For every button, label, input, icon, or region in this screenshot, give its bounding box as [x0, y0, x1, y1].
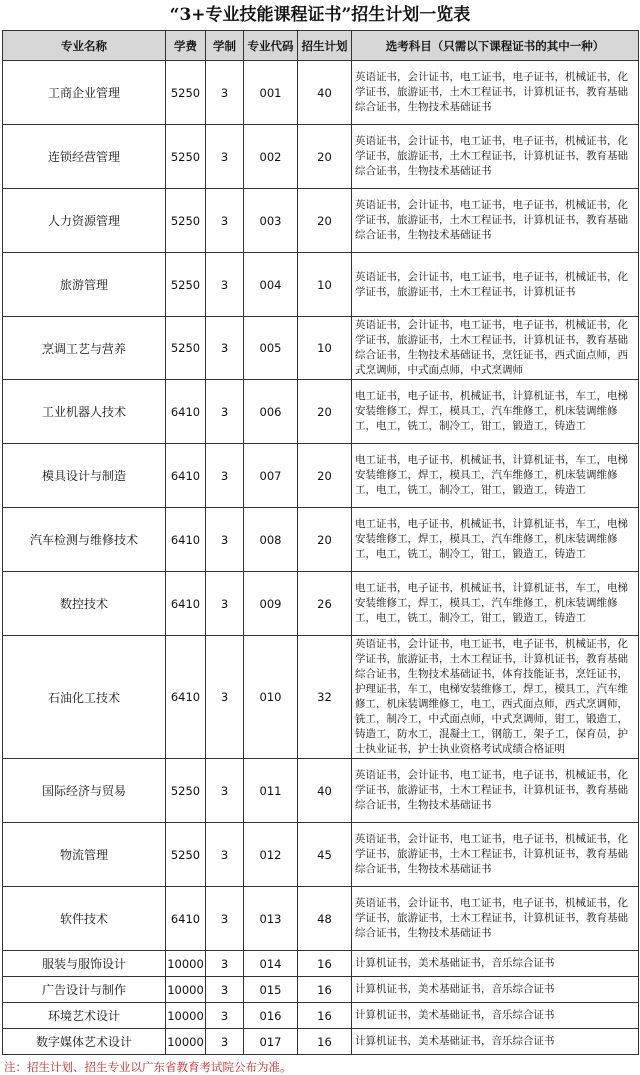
header-code: 专业代码	[244, 31, 298, 61]
table-row	[3, 317, 639, 380]
cell-name: 连锁经营管理	[3, 125, 166, 189]
cell-code: 003	[244, 189, 298, 253]
cell-fee: 5250	[166, 61, 206, 125]
cell-code: 001	[244, 61, 298, 125]
header-years: 学制	[206, 31, 244, 61]
table-row	[3, 887, 639, 951]
cell-code: 009	[244, 572, 298, 636]
cell-name: 工商企业管理	[3, 61, 166, 125]
table-row	[3, 759, 639, 823]
cell-code: 011	[244, 759, 298, 823]
cell-fee: 10000	[166, 951, 206, 977]
cell-years: 3	[206, 823, 244, 887]
cell-subjects: 电工证书，电子证书，机械证书，计算机证书，车工，电梯安装维修工，焊工，模具工，汽车维修工，机床装调维修工，电工，铣工，制冷工，钳工，锻造工，铸造工	[352, 444, 639, 508]
cell-subjects: 英语证书，会计证书，电工证书，电子证书，机械证书，化学证书，旅游证书，土木工程证书，计算机证书，教育基础综合证书，生物技术基础证书	[352, 61, 639, 125]
table-row	[3, 444, 639, 508]
cell-quota: 20	[298, 380, 352, 444]
cell-fee: 5250	[166, 759, 206, 823]
cell-name: 汽车检测与维修技术	[3, 508, 166, 572]
cell-code: 008	[244, 508, 298, 572]
cell-name: 数控技术	[3, 572, 166, 636]
cell-code: 016	[244, 1003, 298, 1029]
cell-years: 3	[206, 1029, 244, 1055]
cell-code: 013	[244, 887, 298, 951]
cell-code: 017	[244, 1029, 298, 1055]
cell-code: 010	[244, 636, 298, 759]
table-row	[3, 1029, 639, 1055]
cell-subjects: 计算机证书，美术基础证书，音乐综合证书	[352, 1003, 639, 1029]
cell-years: 3	[206, 253, 244, 317]
cell-quota: 16	[298, 951, 352, 977]
table-row	[3, 61, 639, 125]
cell-quota: 32	[298, 636, 352, 759]
cell-years: 3	[206, 951, 244, 977]
table-row	[3, 951, 639, 977]
cell-quota: 16	[298, 977, 352, 1003]
cell-fee: 6410	[166, 508, 206, 572]
cell-fee: 5250	[166, 317, 206, 380]
cell-fee: 6410	[166, 572, 206, 636]
cell-quota: 20	[298, 508, 352, 572]
cell-code: 012	[244, 823, 298, 887]
cell-subjects: 英语证书，会计证书，电工证书，电子证书，机械证书，化学证书，旅游证书，土木工程证书，计算机证书，教育基础综合证书，生物技术基础证书，烹饪证书，西式面点师，西式烹调师，中式面点师，中式烹调师	[352, 317, 639, 380]
cell-quota: 45	[298, 823, 352, 887]
cell-quota: 40	[298, 759, 352, 823]
cell-years: 3	[206, 189, 244, 253]
cell-subjects: 英语证书，会计证书，电工证书，电子证书，机械证书，化学证书，旅游证书，土木工程证书，计算机证书，教育基础综合证书，生物技术基础证书	[352, 823, 639, 887]
table-row	[3, 189, 639, 253]
cell-years: 3	[206, 125, 244, 189]
table-row	[3, 636, 639, 759]
header-subjects: 选考科目（只需以下课程证书的其中一种）	[352, 31, 639, 61]
table-title: “3+专业技能课程证书”招生计划一览表	[169, 5, 471, 25]
table-row	[3, 572, 639, 636]
cell-fee: 6410	[166, 887, 206, 951]
cell-years: 3	[206, 1003, 244, 1029]
cell-name: 工业机器人技术	[3, 380, 166, 444]
table-row	[3, 823, 639, 887]
cell-subjects: 英语证书，会计证书，电工证书，电子证书，机械证书，化学证书，旅游证书，土木工程证书，计算机证书，教育基础综合证书，生物技术基础证书	[352, 887, 639, 951]
header-name: 专业名称	[3, 31, 166, 61]
cell-years: 3	[206, 887, 244, 951]
cell-code: 005	[244, 317, 298, 380]
cell-name: 模具设计与制造	[3, 444, 166, 508]
cell-name: 人力资源管理	[3, 189, 166, 253]
cell-quota: 10	[298, 317, 352, 380]
cell-name: 环境艺术设计	[3, 1003, 166, 1029]
cell-subjects: 英语证书，会计证书，电工证书，电子证书，机械证书，化学证书，旅游证书，土木工程证书，计算机证书	[352, 253, 639, 317]
cell-name: 烹调工艺与营养	[3, 317, 166, 380]
cell-quota: 40	[298, 61, 352, 125]
cell-code: 015	[244, 977, 298, 1003]
cell-quota: 16	[298, 1029, 352, 1055]
cell-years: 3	[206, 636, 244, 759]
cell-subjects: 电工证书，电子证书，机械证书，计算机证书，车工，电梯安装维修工，焊工，模具工，汽车维修工，机床装调维修工，电工，铣工，制冷工，钳工，锻造工，铸造工	[352, 380, 639, 444]
cell-subjects: 电工证书，电子证书，机械证书，计算机证书，车工，电梯安装维修工，焊工，模具工，汽车维修工，机床装调维修工，电工，铣工，制冷工，钳工，锻造工，铸造工	[352, 508, 639, 572]
cell-code: 014	[244, 951, 298, 977]
cell-years: 3	[206, 444, 244, 508]
cell-fee: 5250	[166, 823, 206, 887]
cell-quota: 16	[298, 1003, 352, 1029]
header-quota: 招生计划	[298, 31, 352, 61]
table-row	[3, 253, 639, 317]
cell-subjects: 英语证书，会计证书，电工证书，电子证书，机械证书，化学证书，旅游证书，土木工程证书，计算机证书，教育基础综合证书，生物技术基础证书	[352, 125, 639, 189]
cell-fee: 5250	[166, 253, 206, 317]
cell-code: 002	[244, 125, 298, 189]
table-row	[3, 1003, 639, 1029]
cell-name: 数字媒体艺术设计	[3, 1029, 166, 1055]
cell-name: 石油化工技术	[3, 636, 166, 759]
cell-subjects: 电工证书，电子证书，机械证书，计算机证书，车工，电梯安装维修工，焊工，模具工，汽车维修工，机床装调维修工，电工，铣工，制冷工，钳工，锻造工，铸造工	[352, 572, 639, 636]
cell-fee: 10000	[166, 1029, 206, 1055]
cell-name: 服装与服饰设计	[3, 951, 166, 977]
cell-fee: 10000	[166, 1003, 206, 1029]
cell-subjects: 计算机证书，美术基础证书，音乐综合证书	[352, 977, 639, 1003]
cell-fee: 5250	[166, 189, 206, 253]
cell-years: 3	[206, 572, 244, 636]
cell-name: 广告设计与制作	[3, 977, 166, 1003]
cell-name: 软件技术	[3, 887, 166, 951]
cell-subjects: 英语证书，会计证书，电工证书，电子证书，机械证书，化学证书，旅游证书，土木工程证书，计算机证书，教育基础综合证书，生物技术基础证书	[352, 759, 639, 823]
cell-quota: 48	[298, 887, 352, 951]
cell-years: 3	[206, 61, 244, 125]
enrollment-plan-table	[2, 30, 639, 1055]
cell-fee: 5250	[166, 125, 206, 189]
cell-fee: 6410	[166, 380, 206, 444]
header-row	[3, 31, 639, 61]
table-row	[3, 125, 639, 189]
footnote: 注：招生计划、招生专业以广东省教育考试院公布为准。	[4, 1060, 292, 1074]
cell-subjects: 计算机证书，美术基础证书，音乐综合证书	[352, 1029, 639, 1055]
cell-fee: 6410	[166, 636, 206, 759]
cell-years: 3	[206, 759, 244, 823]
cell-subjects: 英语证书，会计证书，电工证书，电子证书，机械证书，化学证书，旅游证书，土木工程证书，计算机证书，教育基础综合证书，生物技术基础证书，体育技能证书，烹饪证书，护理证书，车工，电梯安装维修工，焊工，模具工，汽车维修工，机床装调维修工，电工，西式面点师，西式烹调师，铣工，制冷工，中式面点师，中式烹调师，钳工，锻造工，铸造工，防水工，混凝土工，钢筋工，架子工，保育员，护士执业证书，护士执业资格考试成绩合格证明	[352, 636, 639, 759]
cell-fee: 10000	[166, 977, 206, 1003]
cell-code: 004	[244, 253, 298, 317]
cell-name: 国际经济与贸易	[3, 759, 166, 823]
cell-years: 3	[206, 508, 244, 572]
table-row	[3, 380, 639, 444]
table-row	[3, 977, 639, 1003]
cell-years: 3	[206, 380, 244, 444]
cell-subjects: 计算机证书，美术基础证书，音乐综合证书	[352, 951, 639, 977]
header-fee: 学费	[166, 31, 206, 61]
cell-quota: 20	[298, 125, 352, 189]
cell-years: 3	[206, 977, 244, 1003]
cell-subjects: 英语证书，会计证书，电工证书，电子证书，机械证书，化学证书，旅游证书，土木工程证书，计算机证书，教育基础综合证书，生物技术基础证书	[352, 189, 639, 253]
cell-quota: 20	[298, 444, 352, 508]
cell-quota: 10	[298, 253, 352, 317]
cell-code: 007	[244, 444, 298, 508]
cell-quota: 20	[298, 189, 352, 253]
cell-name: 旅游管理	[3, 253, 166, 317]
table-row	[3, 508, 639, 572]
cell-years: 3	[206, 317, 244, 380]
cell-code: 006	[244, 380, 298, 444]
cell-fee: 6410	[166, 444, 206, 508]
cell-name: 物流管理	[3, 823, 166, 887]
cell-quota: 26	[298, 572, 352, 636]
